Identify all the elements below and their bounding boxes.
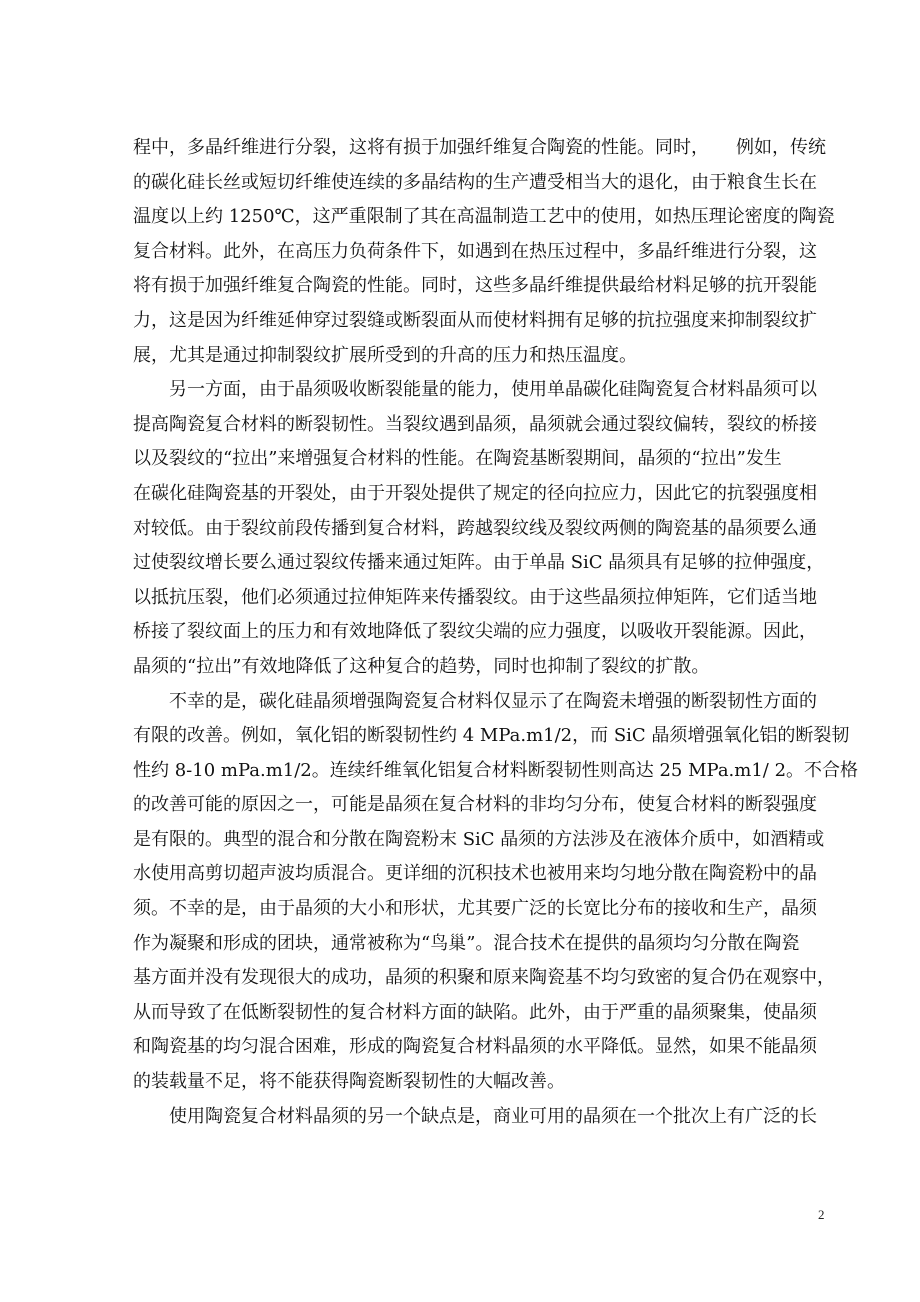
text-line: 以及裂纹的“拉出”来增强复合材料的性能。在陶瓷基断裂期间，晶须的“拉出”发生	[133, 448, 782, 470]
paragraph-4	[133, 1100, 833, 1135]
text-line: 复合材料。此外，在高压力负荷条件下，如遇到在热压过程中，多晶纤维进行分裂，这	[133, 240, 817, 262]
text-line: 另一方面，由于晶须吸收断裂能量的能力，使用单晶碳化硅陶瓷复合材料晶须可以	[169, 379, 817, 401]
body-text	[133, 131, 859, 1134]
text-line: 不幸的是，碳化硅晶须增强陶瓷复合材料仅显示了在陶瓷未增强的断裂韧性方面的	[169, 690, 817, 712]
text-line: 水使用高剪切超声波均质混合。更详细的沉积技术也被用来均匀地分散在陶瓷粉中的晶	[133, 863, 817, 885]
text-line: 是有限的。典型的混合和分散在陶瓷粉末 SiC 晶须的方法涉及在液体介质中，如酒精或	[133, 828, 825, 850]
text-line: 使用陶瓷复合材料晶须的另一个缺点是，商业可用的晶须在一个批次上有广泛的长	[169, 1105, 817, 1127]
text-line: 过使裂纹增长要么通过裂纹传播来通过矩阵。由于单晶 SiC 晶须具有足够的拉伸强度，	[133, 552, 825, 574]
text-line: 和陶瓷基的均匀混合困难，形成的陶瓷复合材料晶须的水平降低。显然，如果不能晶须	[133, 1036, 817, 1058]
text-line: 晶须的“拉出”有效地降低了这种复合的趋势，同时也抑制了裂纹的扩散。	[133, 655, 710, 677]
text-line: 对较低。由于裂纹前段传播到复合材料，跨越裂纹线及裂纹两侧的陶瓷基的晶须要么通	[133, 517, 817, 539]
text-line: 的装载量不足，将不能获得陶瓷断裂韧性的大幅改善。	[133, 1071, 565, 1093]
paragraph-3	[133, 685, 859, 1100]
text-line: 的碳化硅长丝或短切纤维使连续的多晶结构的生产遭受相当大的退化，由于粮食生长在	[133, 171, 817, 193]
text-line: 从而导致了在低断裂韧性的复合材料方面的缺陷。此外，由于严重的晶须聚集，使晶须	[133, 1001, 817, 1023]
text-line: 的改善可能的原因之一，可能是晶须在复合材料的非均匀分布，使复合材料的断裂强度	[133, 794, 817, 816]
text-line: 将有损于加强纤维复合陶瓷的性能。同时，这些多晶纤维提供最给材料足够的抗开裂能	[133, 275, 817, 297]
text-line: 在碳化硅陶瓷基的开裂处，由于开裂处提供了规定的径向拉应力，因此它的抗裂强度相	[133, 482, 817, 504]
page-number: 2	[818, 1207, 825, 1222]
paragraph-2	[133, 373, 833, 684]
text-line: 桥接了裂纹面上的压力和有效地降低了裂纹尖端的应力强度，以吸收开裂能源。因此，	[133, 621, 817, 643]
text-line: 力，这是因为纤维延伸穿过裂缝或断裂面从而使材料拥有足够的抗拉强度来抑制裂纹扩	[133, 309, 817, 331]
text-line: 作为凝聚和形成的团块，通常被称为“鸟巢”。混合技术在提供的晶须均匀分散在陶瓷	[133, 932, 800, 954]
text-line: 提高陶瓷复合材料的断裂韧性。当裂纹遇到晶须，晶须就会通过裂纹偏转，裂纹的桥接	[133, 413, 817, 435]
text-line: 基方面并没有发现很大的成功，晶须的积聚和原来陶瓷基不均匀致密的复合仍在观察中，	[133, 967, 835, 989]
paragraph-1	[133, 131, 833, 373]
text-line: 有限的改善。例如，氧化铝的断裂韧性约 4 MPa.m1/2，而 SiC 晶须增强氧化铝的断裂韧	[133, 725, 850, 747]
text-line: 展，尤其是通过抑制裂纹扩展所受到的升高的压力和热压温度。	[133, 344, 637, 366]
text-line: 以抵抗压裂，他们必须通过拉伸矩阵来传播裂纹。由于这些晶须拉伸矩阵，它们适当地	[133, 586, 817, 608]
text-line: 温度以上约 1250℃，这严重限制了其在高温制造工艺中的使用，如热压理论密度的陶瓷	[133, 206, 835, 228]
text-line: 性约 8-10 mPa.m1/2。连续纤维氧化铝复合材料断裂韧性则高达 25 MPa.m1/ 2。不合格	[133, 759, 859, 781]
text-line: 程中，多晶纤维进行分裂，这将有损于加强纤维复合陶瓷的性能。同时， 例如，传统	[133, 137, 826, 158]
text-line: 须。不幸的是，由于晶须的大小和形状，尤其要广泛的长宽比分布的接收和生产，晶须	[133, 898, 817, 920]
